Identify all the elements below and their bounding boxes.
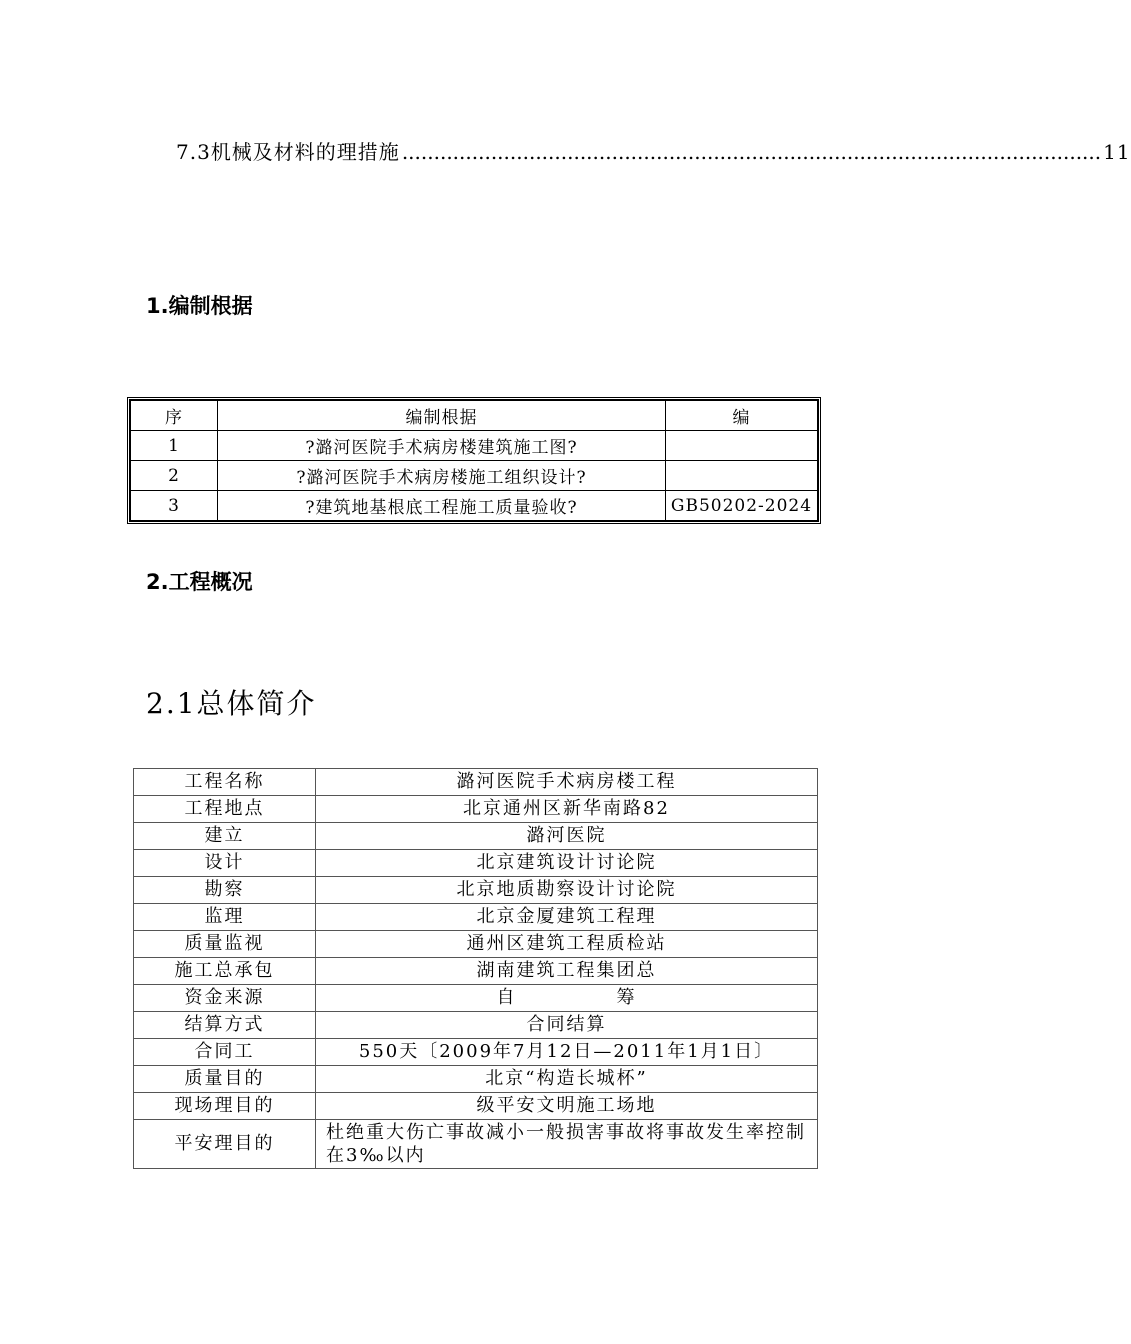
- table-row: [134, 931, 818, 958]
- overview-key-cell: 质量目的: [134, 1066, 316, 1093]
- overview-key-cell: 现场理目的: [134, 1093, 316, 1120]
- overview-key-cell: 工程地点: [134, 796, 316, 823]
- toc-page-number: 11: [1103, 140, 1131, 164]
- cell-code: [666, 431, 818, 461]
- overview-value-cell: 北京“构造长城杯”: [316, 1066, 818, 1093]
- header-cell-no: 序: [131, 401, 218, 431]
- table-row: [134, 850, 818, 877]
- table-row: [134, 1066, 818, 1093]
- overview-value-cell: 潞河医院手术病房楼工程: [316, 769, 818, 796]
- table-row: [134, 904, 818, 931]
- cell-code: GB50202-2024: [666, 491, 818, 521]
- overview-key-cell: 施工总承包: [134, 958, 316, 985]
- overview-value-cell: 合同结算: [316, 1012, 818, 1039]
- overview-value-cell: 北京建筑设计讨论院: [316, 850, 818, 877]
- overview-key-cell: 勘察: [134, 877, 316, 904]
- toc-entry[interactable]: [176, 136, 1131, 166]
- overview-key-cell: 设计: [134, 850, 316, 877]
- overview-key-cell: 合同工: [134, 1039, 316, 1066]
- overview-value-cell: 北京通州区新华南路82: [316, 796, 818, 823]
- table-header-row: [131, 401, 818, 431]
- cell-no: 2: [131, 461, 218, 491]
- overview-value-cell: 级平安文明施工场地: [316, 1093, 818, 1120]
- cell-basis: ?潞河医院手术病房楼建筑施工图?: [218, 431, 666, 461]
- overview-key-cell: 建立: [134, 823, 316, 850]
- table-row: [131, 431, 818, 461]
- table-row: [134, 1039, 818, 1066]
- overview-value-cell: 北京地质勘察设计讨论院: [316, 877, 818, 904]
- basis-table: [127, 397, 821, 524]
- overview-table: [133, 768, 818, 1169]
- cell-no: 3: [131, 491, 218, 521]
- table-row: [134, 823, 818, 850]
- overview-value-cell: 自 筹: [316, 985, 818, 1012]
- overview-value-cell: 潞河医院: [316, 823, 818, 850]
- overview-value-cell: 通州区建筑工程质检站: [316, 931, 818, 958]
- table-row: [134, 877, 818, 904]
- table-row: [134, 1012, 818, 1039]
- header-cell-basis: 编制根据: [218, 401, 666, 431]
- subsection-heading-summary: 2.1总体简介: [146, 687, 317, 720]
- overview-value-cell: 湖南建筑工程集团总: [316, 958, 818, 985]
- table-row: [134, 1120, 818, 1169]
- cell-no: 1: [131, 431, 218, 461]
- overview-key-cell: 平安理目的: [134, 1120, 316, 1169]
- toc-leader-dots: ..............................................................................................................: [401, 140, 1102, 164]
- overview-key-cell: 监理: [134, 904, 316, 931]
- overview-value-cell: 杜绝重大伤亡事故减小一般损害事故将事故发生率控制在3‰以内: [316, 1120, 818, 1169]
- section-heading-overview: 2.工程概况: [146, 570, 253, 594]
- section-heading-basis: 1.编制根据: [146, 294, 253, 318]
- table-row: [134, 769, 818, 796]
- overview-value-cell: 550天〔2009年7月12日—2011年1月1日〕: [316, 1039, 818, 1066]
- cell-code: [666, 461, 818, 491]
- table-row: [134, 796, 818, 823]
- cell-basis: ?建筑地基根底工程施工质量验收?: [218, 491, 666, 521]
- table-row: [131, 491, 818, 521]
- overview-key-cell: 结算方式: [134, 1012, 316, 1039]
- header-cell-code: 编: [666, 401, 818, 431]
- table-row: [134, 1093, 818, 1120]
- table-row: [134, 985, 818, 1012]
- cell-basis: ?潞河医院手术病房楼施工组织设计?: [218, 461, 666, 491]
- overview-key-cell: 资金来源: [134, 985, 316, 1012]
- overview-key-cell: 工程名称: [134, 769, 316, 796]
- toc-entry-title: 7.3机械及材料的理措施: [176, 140, 400, 164]
- overview-key-cell: 质量监视: [134, 931, 316, 958]
- table-row: [134, 958, 818, 985]
- overview-value-cell: 北京金厦建筑工程理: [316, 904, 818, 931]
- table-row: [131, 461, 818, 491]
